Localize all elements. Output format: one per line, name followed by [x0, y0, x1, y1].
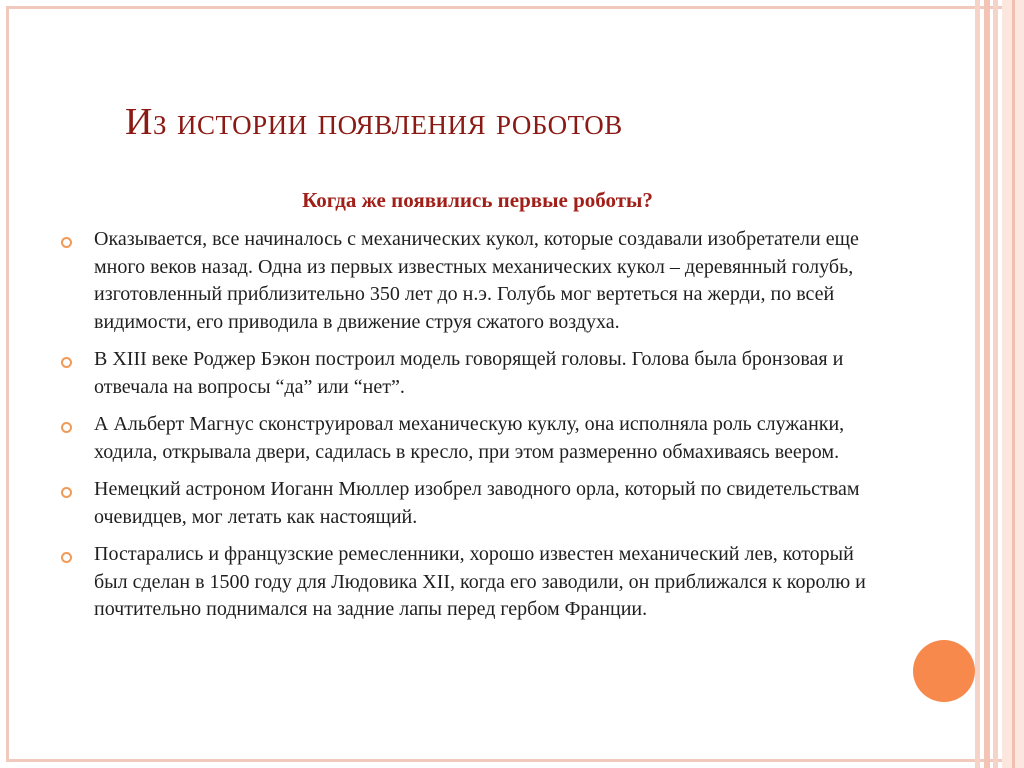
decorative-stripe [993, 0, 998, 768]
accent-circle-icon [913, 640, 975, 702]
bullet-circle-icon [61, 422, 72, 433]
bullet-text: А Альберт Магнус сконструировал механическую куклу, она исполняла роль служанки, ходила, открывала двери, садилась в кресло, при этом размеренно обмахиваясь веером. [94, 413, 845, 463]
bullet-item [58, 226, 878, 336]
slide-subtitle: Когда же появились первые роботы? [302, 188, 653, 212]
slide-title: Из истории появления роботов [125, 101, 623, 143]
bullet-item [58, 411, 878, 466]
decorative-stripe [1012, 0, 1015, 768]
bullet-circle-icon [61, 487, 72, 498]
bullet-item [58, 346, 878, 401]
bullet-text: В XIII веке Роджер Бэкон построил модель говорящей головы. Голова была бронзовая и отвечала на вопросы “да” или “нет”. [94, 348, 844, 398]
bullet-item [58, 476, 878, 531]
decorative-stripe [975, 0, 980, 768]
bullet-list [58, 226, 878, 634]
bullet-text: Оказывается, все начиналось с механических кукол, которые создавали изобретатели еще много веков назад. Одна из первых известных механических кукол – деревянный голубь, изготовленный приблизительно 350 лет до н.э. Голубь мог вертеться на жерди, по всей видимости, его приводила в движение струя сжатого воздуха. [94, 228, 859, 333]
decorative-stripe [984, 0, 990, 768]
bullet-circle-icon [61, 357, 72, 368]
bullet-circle-icon [61, 552, 72, 563]
bullet-item [58, 541, 878, 624]
bullet-text: Постарались и французские ремесленники, хорошо известен механический лев, который был сделан в 1500 году для Людовика XII, когда его заводили, он приближался к королю и почтительно поднимался на задние лапы перед гербом Франции. [94, 543, 866, 620]
bullet-text: Немецкий астроном Иоганн Мюллер изобрел заводного орла, который по свидетельствам очевидцев, мог летать как настоящий. [94, 478, 860, 528]
bullet-circle-icon [61, 237, 72, 248]
